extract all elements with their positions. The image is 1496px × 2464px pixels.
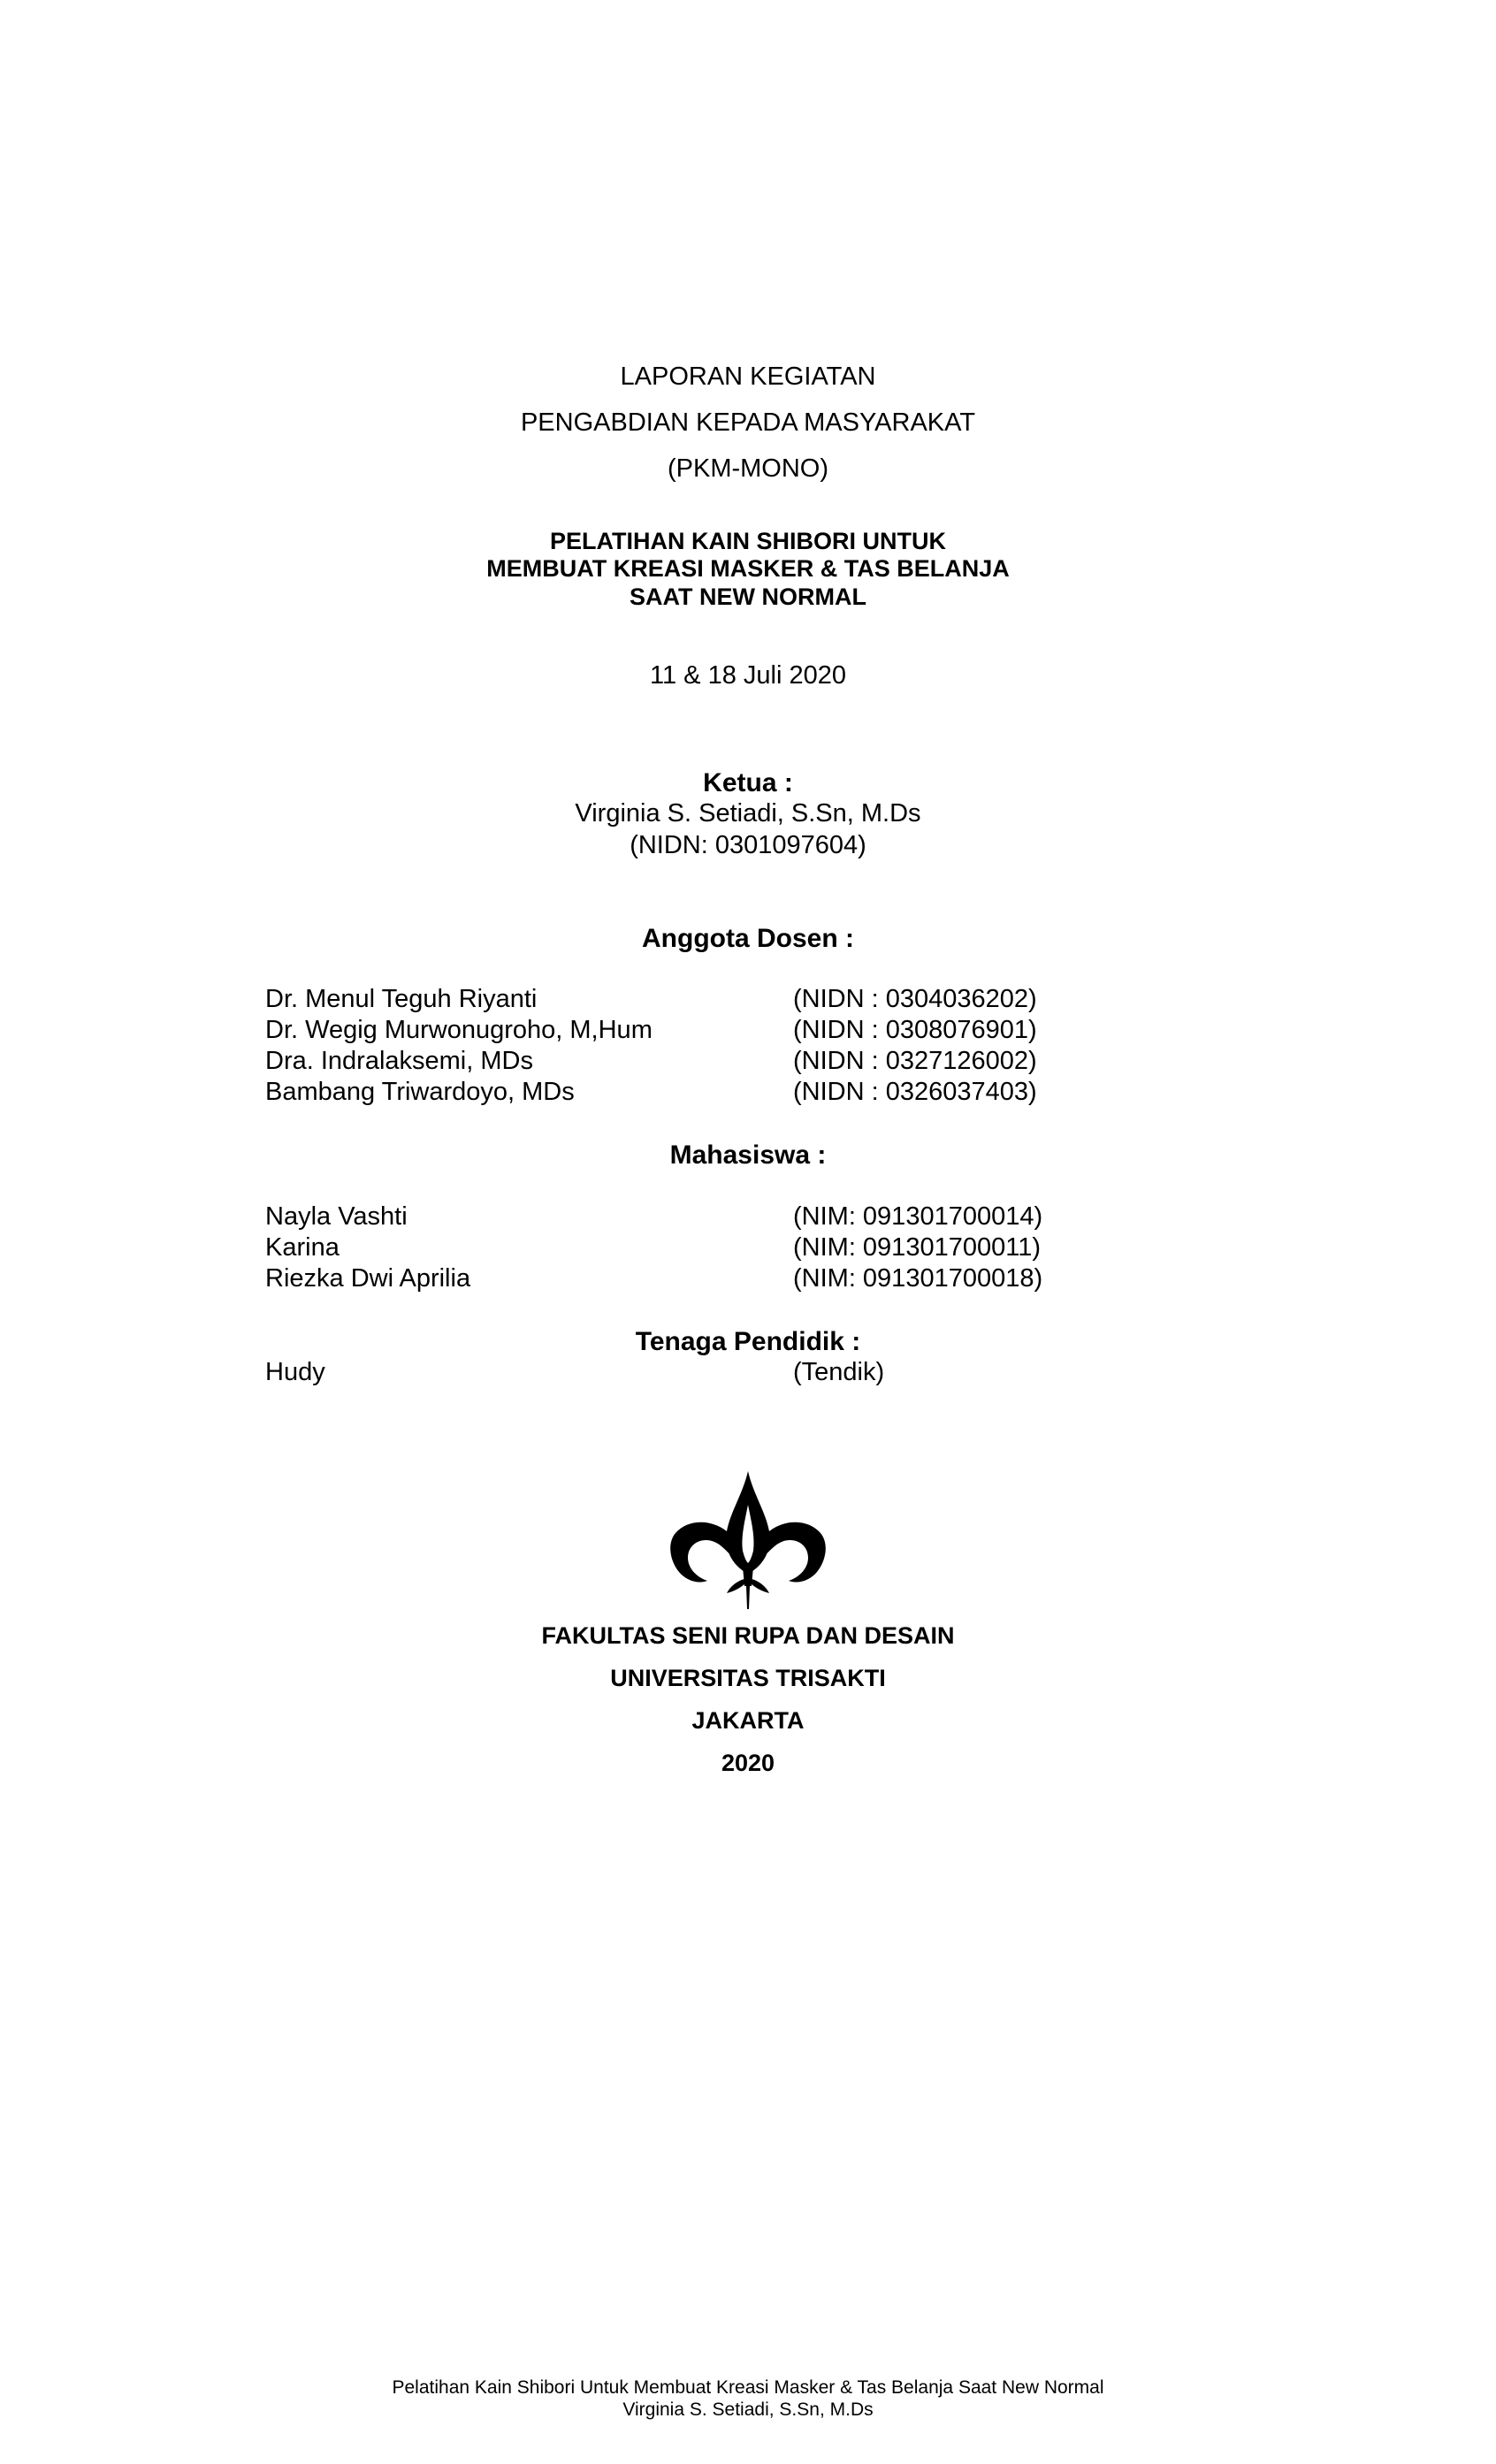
footer-line-2: Virginia S. Setiadi, S.Sn, M.Ds <box>622 2399 874 2420</box>
list-item <box>265 1078 1238 1110</box>
list-item <box>265 1016 1238 1048</box>
list-item <box>265 1233 1238 1265</box>
member-id: (NIDN : 0327126002) <box>793 1047 1037 1075</box>
activity-title-line-3: SAAT NEW NORMAL <box>630 584 866 610</box>
activity-title-line-1: PELATIHAN KAIN SHIBORI UNTUK <box>550 528 946 554</box>
institution-year: 2020 <box>721 1750 775 1776</box>
student-id: (NIM: 091301700014) <box>793 1202 1043 1231</box>
activity-date: 11 & 18 Juli 2020 <box>650 661 846 690</box>
ketua-nidn: (NIDN: 0301097604) <box>630 831 866 859</box>
list-item <box>265 985 1238 1017</box>
student-id: (NIM: 091301700018) <box>793 1264 1043 1293</box>
student-id: (NIM: 091301700011) <box>793 1233 1041 1262</box>
ketua-label: Ketua : <box>703 768 793 797</box>
tendik-label: Tenaga Pendidik : <box>635 1327 861 1356</box>
member-id: (NIDN : 0326037403) <box>793 1078 1037 1106</box>
institution-faculty: FAKULTAS SENI RUPA DAN DESAIN <box>541 1622 955 1649</box>
list-item <box>265 1264 1238 1296</box>
member-name: Dra. Indralaksemi, MDs <box>265 1047 533 1075</box>
student-name: Nayla Vashti <box>265 1202 408 1231</box>
member-name: Dr. Menul Teguh Riyanti <box>265 985 538 1013</box>
student-name: Riezka Dwi Aprilia <box>265 1264 471 1293</box>
tendik-name: Hudy <box>265 1358 325 1386</box>
list-item <box>265 1202 1238 1234</box>
anggota-label: Anggota Dosen : <box>642 924 854 953</box>
institution-university: UNIVERSITAS TRISAKTI <box>610 1665 886 1691</box>
list-item <box>265 1358 1238 1390</box>
member-id: (NIDN : 0308076901) <box>793 1016 1037 1044</box>
report-title-line-1: LAPORAN KEGIATAN <box>620 362 876 391</box>
ketua-name: Virginia S. Setiadi, S.Sn, M.Ds <box>575 799 921 828</box>
trisakti-logo-icon <box>668 1469 828 1611</box>
member-name: Dr. Wegig Murwonugroho, M,Hum <box>265 1016 653 1044</box>
mahasiswa-label: Mahasiswa : <box>669 1140 827 1170</box>
tendik-id: (Tendik) <box>793 1358 885 1386</box>
list-item <box>265 1047 1238 1079</box>
student-name: Karina <box>265 1233 340 1262</box>
report-title-line-3: (PKM-MONO) <box>667 454 829 483</box>
member-name: Bambang Triwardoyo, MDs <box>265 1078 575 1106</box>
report-title-line-2: PENGABDIAN KEPADA MASYARAKAT <box>520 408 976 437</box>
footer-line-1: Pelatihan Kain Shibori Untuk Membuat Kreasi Masker & Tas Belanja Saat New Normal <box>392 2377 1104 2398</box>
member-id: (NIDN : 0304036202) <box>793 985 1037 1013</box>
activity-title-line-2: MEMBUAT KREASI MASKER & TAS BELANJA <box>486 555 1010 582</box>
institution-city: JAKARTA <box>691 1707 805 1734</box>
